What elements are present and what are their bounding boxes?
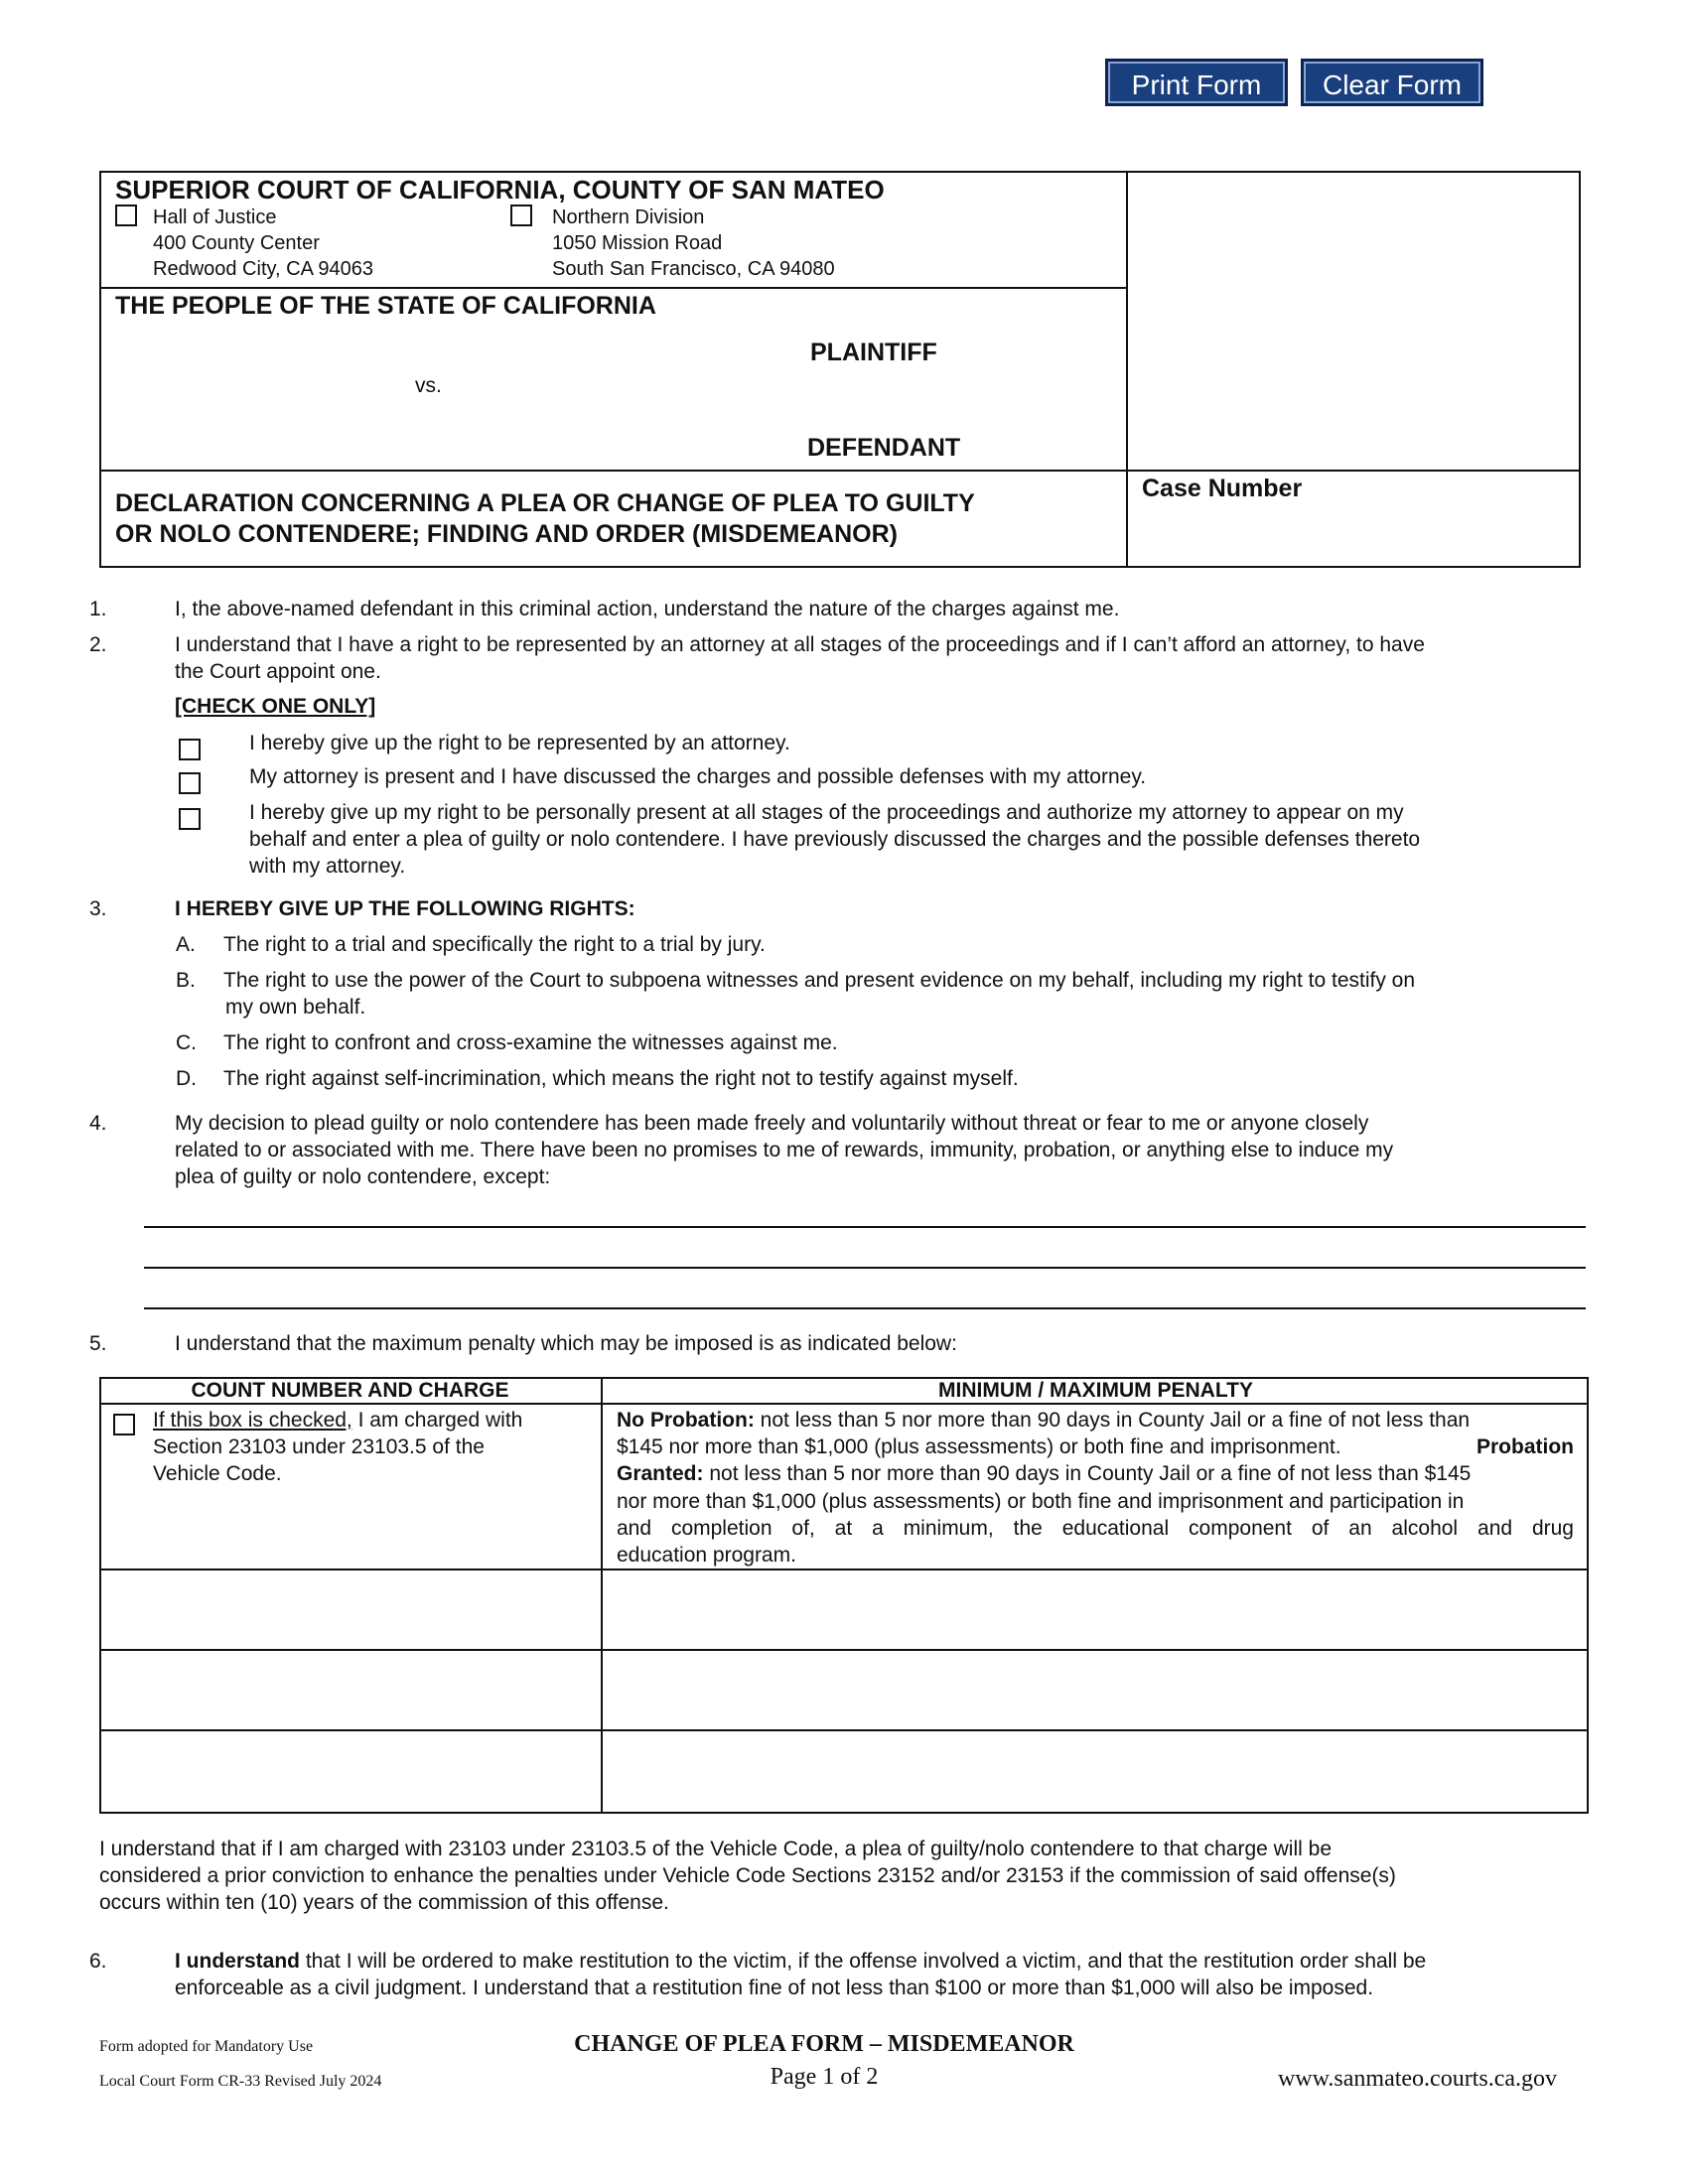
loc2-line1: Northern Division: [552, 206, 705, 228]
court-title: SUPERIOR COURT OF CALIFORNIA, COUNTY OF SAN MATEO: [115, 175, 885, 205]
right-c-letter: C.: [176, 1031, 197, 1054]
right-a-letter: A.: [176, 933, 196, 956]
if-box-checked: If this box is checked,: [153, 1409, 352, 1432]
penalty-line4: nor more than $1,000 (plus assessments) or both fine and imprisonment and participation in: [617, 1489, 1465, 1513]
item-6-number: 6.: [89, 1950, 107, 1973]
prior-conviction-notice: [99, 1836, 1589, 1916]
loc2-line3: South San Francisco, CA 94080: [552, 258, 835, 280]
form-title-line2: OR NOLO CONTENDERE; FINDING AND ORDER (MISDEMEANOR): [115, 520, 898, 548]
waive-presence-line3: with my attorney.: [249, 855, 406, 878]
loc1-line3: Redwood City, CA 94063: [153, 258, 373, 280]
item-5-text: I understand that the maximum penalty which may be imposed is as indicated below:: [175, 1332, 957, 1355]
item-4-line3: plea of guilty or nolo contendere, except:: [175, 1165, 551, 1188]
charged-with: I am charged with: [352, 1409, 523, 1432]
right-b-letter: B.: [176, 969, 196, 992]
item-6-text: [175, 1948, 1585, 2001]
penalty-row-divider-2: [99, 1649, 1589, 1651]
penalty-line5: and completion of, at a minimum, the educational component of an alcohol and drug: [617, 1516, 1574, 1540]
right-c-text: The right to confront and cross-examine the witnesses against me.: [223, 1031, 838, 1054]
item-2-line1: I understand that I have a right to be represented by an attorney at all stages of the proceedings and if I can’t afford an attorney, to have: [175, 633, 1425, 656]
item-2-line2: the Court appoint one.: [175, 660, 381, 683]
penalty-line6: education program.: [617, 1544, 796, 1568]
item-1-number: 1.: [89, 598, 107, 620]
clear-form-button[interactable]: Clear Form: [1301, 59, 1483, 106]
right-b-text: [223, 967, 1584, 1021]
charge-section: Section 23103 under 23103.5 of the: [153, 1435, 485, 1458]
granted-label: Granted:: [617, 1462, 704, 1486]
footer-page-number: Page 1 of 2: [770, 2064, 879, 2090]
location-northern-division: [552, 205, 835, 282]
loc1-line1: Hall of Justice: [153, 206, 277, 228]
hall-of-justice-checkbox[interactable]: [115, 205, 137, 226]
people-of-state: THE PEOPLE OF THE STATE OF CALIFORNIA: [115, 292, 656, 320]
i-understand: I understand: [175, 1950, 301, 1973]
item-4-line1: My decision to plead guilty or nolo contendere has been made freely and voluntarily without threat or fear to me or anyone closely: [175, 1112, 1369, 1135]
right-d-letter: D.: [176, 1067, 197, 1090]
item-4-number: 4.: [89, 1112, 107, 1135]
footer-form-title: CHANGE OF PLEA FORM – MISDEMEANOR: [574, 2031, 1074, 2057]
item-6-line2: enforceable as a civil judgment. I understand that a restitution fine of not less than $100 or more than $1,000 will also be imposed.: [175, 1977, 1374, 1999]
right-b-line1: The right to use the power of the Court to subpoena witnesses and present evidence on my behalf, including my right to testify on: [223, 969, 1416, 992]
prior-conviction-line1: I understand that if I am charged with 23103 under 23103.5 of the Vehicle Code, a plea of guilty/nolo contendere to that charge will be: [99, 1838, 1332, 1860]
charge-code: Vehicle Code.: [153, 1462, 282, 1485]
col-count-charge-header: COUNT NUMBER AND CHARGE: [191, 1379, 509, 1402]
defendant-label: DEFENDANT: [807, 434, 961, 462]
waive-attorney-text: I hereby give up the right to be represented by an attorney.: [249, 732, 790, 754]
caption-divider-1: [99, 287, 1127, 289]
penalty-line3: not less than 5 nor more than 90 days in County Jail or a fine of not less than $145: [703, 1462, 1472, 1486]
probation-label: Probation: [1477, 1435, 1574, 1459]
penalty-row-divider-1: [99, 1569, 1589, 1570]
check-one-only: [CHECK ONE ONLY]: [175, 695, 376, 718]
exception-line-2[interactable]: [144, 1267, 1586, 1269]
no-probation-text: not less than 5 nor more than 90 days in County Jail or a fine of not less than: [754, 1409, 1471, 1432]
versus-label: vs.: [415, 374, 442, 397]
footer-form-number: Local Court Form CR-33 Revised July 2024: [99, 2073, 382, 2090]
item-5-number: 5.: [89, 1332, 107, 1355]
right-b-line2: my own behalf.: [225, 996, 366, 1019]
print-form-button[interactable]: Print Form: [1105, 59, 1288, 106]
exception-line-1[interactable]: [144, 1226, 1586, 1228]
item-2-text: [175, 631, 1425, 685]
item-6-line1: that I will be ordered to make restitution to the victim, if the offense involved a victim, and that the restitution order shall be: [300, 1950, 1427, 1973]
item-4-text: [175, 1110, 1393, 1190]
plaintiff-label: PLAINTIFF: [810, 339, 937, 366]
loc1-line2: 400 County Center: [153, 232, 320, 254]
northern-division-checkbox[interactable]: [510, 205, 532, 226]
prior-conviction-line3: occurs within ten (10) years of the commission of this offense.: [99, 1891, 669, 1914]
footer-website: www.sanmateo.courts.ca.gov: [1277, 2066, 1557, 2092]
form-title: [115, 488, 975, 550]
vehicle-code-charge-checkbox[interactable]: [113, 1414, 135, 1435]
no-probation-label: No Probation:: [617, 1409, 755, 1432]
right-d-text: The right against self-incrimination, which means the right not to testify against myself.: [223, 1067, 1019, 1090]
item-3-heading: I HEREBY GIVE UP THE FOLLOWING RIGHTS:: [175, 897, 635, 920]
footer-mandatory-use: Form adopted for Mandatory Use: [99, 2038, 314, 2055]
caption-divider-2: [99, 470, 1581, 472]
waive-presence-text: [249, 799, 1590, 880]
exception-line-3[interactable]: [144, 1307, 1586, 1309]
prior-conviction-line2: considered a prior conviction to enhance the penalties under Vehicle Code Sections 23152 and/or 23153 if the commission of said offense(s): [99, 1864, 1396, 1887]
penalty-table-col-divider: [601, 1377, 603, 1814]
waive-presence-checkbox[interactable]: [179, 808, 201, 830]
penalty-row-divider-3: [99, 1729, 1589, 1731]
right-a-text: The right to a trial and specifically the right to a trial by jury.: [223, 933, 766, 956]
case-number-label: Case Number: [1142, 475, 1303, 502]
loc2-line2: 1050 Mission Road: [552, 232, 723, 254]
waive-attorney-checkbox[interactable]: [179, 739, 201, 760]
penalty-description: [617, 1407, 1574, 1569]
location-hall-of-justice: [153, 205, 373, 282]
col-penalty-header: MINIMUM / MAXIMUM PENALTY: [938, 1379, 1253, 1402]
form-title-line1: DECLARATION CONCERNING A PLEA OR CHANGE OF PLEA TO GUILTY: [115, 489, 975, 517]
waive-presence-line2: behalf and enter a plea of guilty or nolo contendere. I have previously discussed the charges and the possible defenses thereto: [249, 828, 1421, 851]
vehicle-code-charge-text: [153, 1407, 590, 1487]
item-1-text: I, the above-named defendant in this criminal action, understand the nature of the charges against me.: [175, 598, 1120, 620]
waive-presence-line1: I hereby give up my right to be personally present at all stages of the proceedings and authorize my attorney to appear on my: [249, 801, 1404, 824]
attorney-present-text: My attorney is present and I have discussed the charges and possible defenses with my attorney.: [249, 765, 1147, 788]
caption-divider-vertical: [1126, 171, 1128, 568]
penalty-line2: $145 nor more than $1,000 (plus assessments) or both fine and imprisonment.: [617, 1435, 1341, 1459]
item-3-number: 3.: [89, 897, 107, 920]
item-4-line2: related to or associated with me. There have been no promises to me of rewards, immunity, probation, or anything else to induce my: [175, 1139, 1394, 1161]
attorney-present-checkbox[interactable]: [179, 772, 201, 794]
item-2-number: 2.: [89, 633, 107, 656]
